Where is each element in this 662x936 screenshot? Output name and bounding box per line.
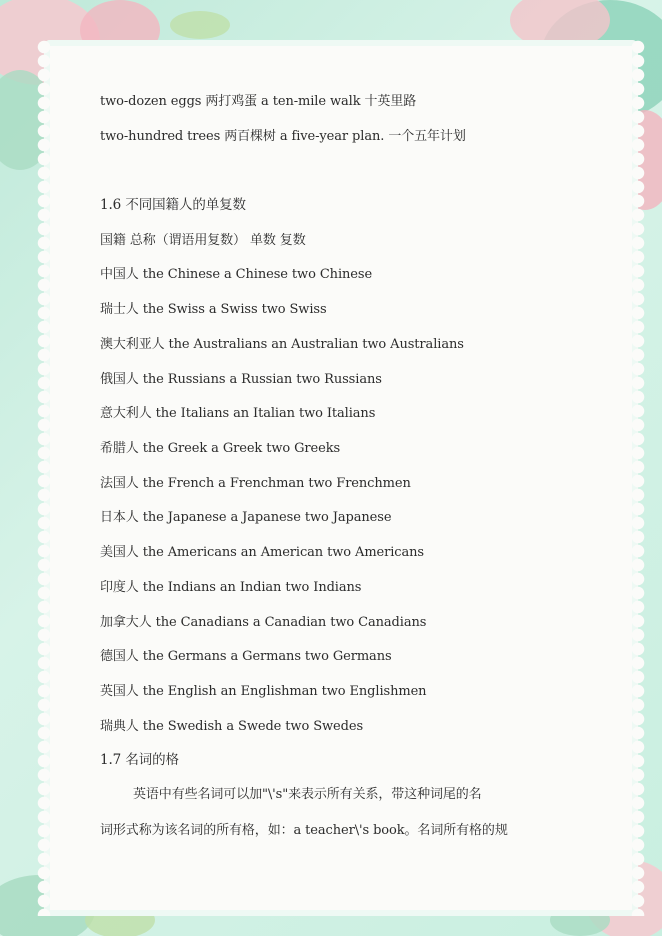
text-line: 加拿大人 the Canadians a Canadian two Canadians xyxy=(100,615,427,630)
text-line: two-dozen eggs 两打鸡蛋 a ten-mile walk 十英里路 xyxy=(100,94,417,109)
text-line: two-hundred trees 两百棵树 a five-year plan. 一个五年计划 xyxy=(100,129,466,144)
text-line: 瑞典人 the Swedish a Swede two Swedes xyxy=(100,719,364,734)
section-heading: 1.6 不同国籍人的单复数 xyxy=(100,197,246,213)
text-line: 中国人 the Chinese a Chinese two Chinese xyxy=(100,267,373,282)
text-line: 俄国人 the Russians a Russian two Russians xyxy=(100,372,382,387)
paragraph-line: 英语中有些名词可以加"\'s"来表示所有关系，带这种词尾的名 xyxy=(133,787,482,802)
text-line: 澳大利亚人 the Australians an Australian two Australians xyxy=(100,337,464,352)
section-heading: 1.7 名词的格 xyxy=(100,752,179,768)
paragraph-line: 词形式称为该名词的所有格，如：a teacher\'s book。名词所有格的规 xyxy=(100,823,508,838)
text-line: 意大利人 the Italians an Italian two Italians xyxy=(100,406,376,421)
table-header-line: 国籍 总称（谓语用复数） 单数 复数 xyxy=(100,233,306,248)
text-line: 日本人 the Japanese a Japanese two Japanese xyxy=(100,510,392,525)
text-line: 印度人 the Indians an Indian two Indians xyxy=(100,580,362,595)
text-line: 美国人 the Americans an American two Americans xyxy=(100,545,424,560)
text-line: 瑞士人 the Swiss a Swiss two Swiss xyxy=(100,302,327,317)
text-line: 法国人 the French a Frenchman two Frenchmen xyxy=(100,476,411,491)
text-line: 希腊人 the Greek a Greek two Greeks xyxy=(100,441,341,456)
text-line: 英国人 the English an Englishman two Englishmen xyxy=(100,684,427,699)
text-line: 德国人 the Germans a Germans two Germans xyxy=(100,649,392,664)
